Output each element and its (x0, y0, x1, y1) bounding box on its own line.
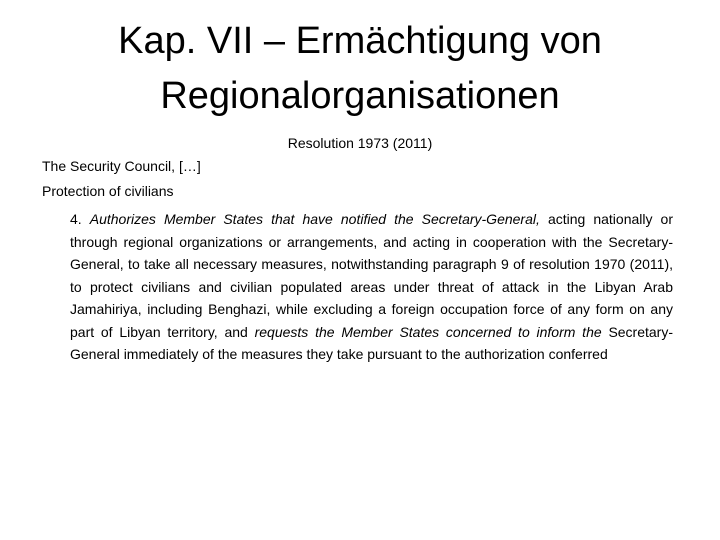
protection-heading: Protection of civilians (42, 183, 174, 199)
resolution-heading: Resolution 1973 (2011) (287, 135, 433, 151)
paragraph-text-2: Secretary-General immediately of the measures they take pursuant to the authorization conferred (70, 323, 674, 362)
operative-paragraph (70, 208, 673, 366)
paragraph-italic-lead: Authorizes Member States that have notified the Secretary-General, (89, 211, 540, 227)
title-line-1: Kap. VII – Ermächtigung von (118, 20, 602, 62)
slide-title (40, 14, 680, 124)
paragraph-text-1: acting nationally or through regional organizations or arrangements, and acting in cooperation with the Secretary-General, to take all necessary measures, notwithstanding paragraph 9 of resolution 1970 (2011), to protect civilians and civilian populated areas under threat of attack in the Libyan Arab Jamahiriya, including Benghazi, while excluding a foreign occupation force of any form on any part of Libyan territory, and (70, 211, 673, 340)
paragraph-italic-mid: requests the Member States concerned to inform the (254, 323, 602, 340)
paragraph-number: 4. (70, 211, 82, 227)
title-line-2: Regionalorganisationen (160, 75, 560, 117)
council-line: The Security Council, […] (42, 158, 201, 174)
